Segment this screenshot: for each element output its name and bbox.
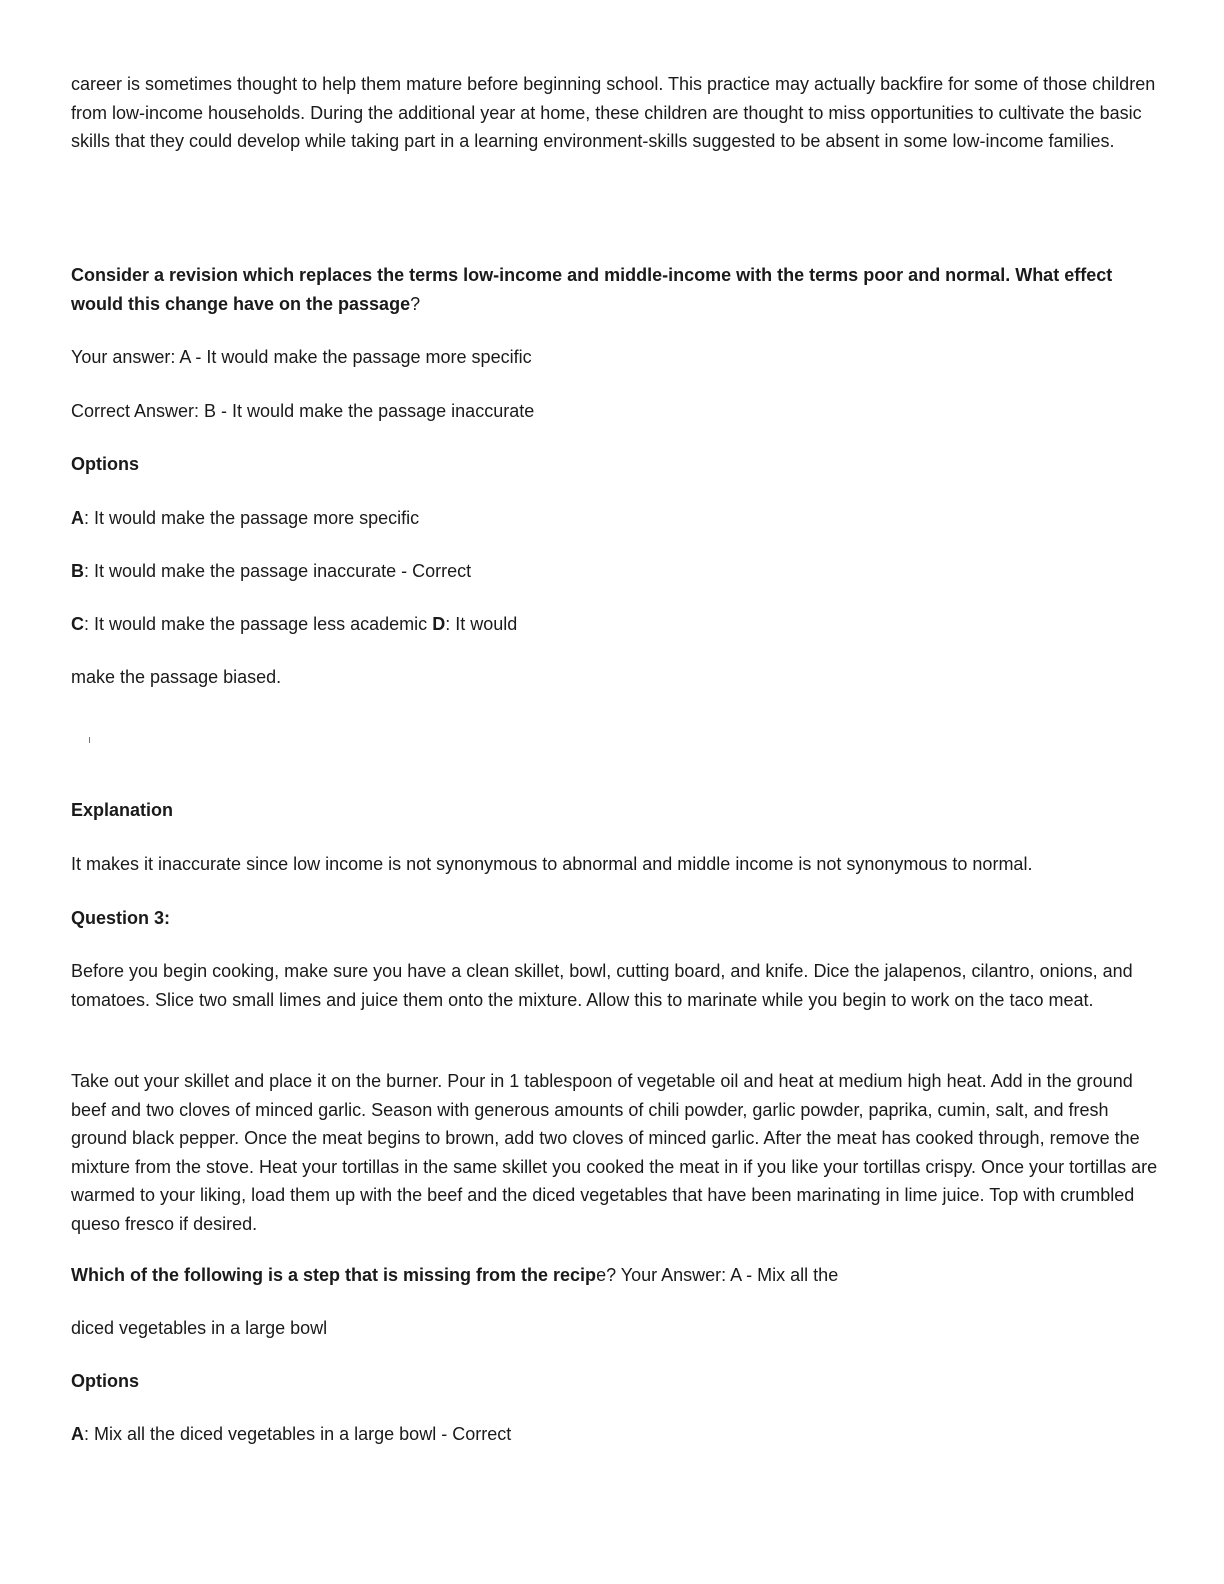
question-3-continuation — [71, 1314, 1161, 1343]
options-heading-q3 — [71, 1367, 1161, 1396]
option-a-q3-text: : Mix all the diced vegetables in a large bowl - Correct — [84, 1424, 512, 1444]
correct-answer-text: Correct Answer: B - It would make the passage inaccurate — [71, 401, 535, 421]
option-b-q2 — [71, 557, 1161, 586]
option-b-text: : It would make the passage inaccurate - Correct — [84, 561, 472, 581]
recipe-paragraph-1-text: Before you begin cooking, make sure you have a clean skillet, bowl, cutting board, and knife. Dice the jalapenos, cilantro, onions, and tomatoes. Slice two small limes and juice them onto the mixture. Allow this to marinate while you begin to work on the taco meat. — [71, 961, 1133, 1010]
option-a-q2 — [71, 504, 1161, 533]
options-heading-q3-text: Options — [71, 1371, 139, 1391]
stray-mark — [89, 737, 90, 743]
correct-answer-line — [71, 397, 1161, 426]
option-a-q3 — [71, 1420, 1161, 1449]
question-2-tail: ? — [410, 293, 421, 314]
option-a-q3-letter: A — [71, 1424, 84, 1444]
your-answer-line — [71, 343, 1161, 372]
question-3-text: Which of the following is a step that is missing from the recip — [71, 1265, 597, 1285]
option-a-letter: A — [71, 508, 84, 528]
explanation-heading-text: Explanation — [71, 800, 174, 820]
question-2-prompt — [71, 261, 1161, 318]
recipe-paragraph-2-text: Take out your skillet and place it on the burner. Pour in 1 tablespoon of vegetable oil and heat at medium high heat. Add in the ground beef and two cloves of minced garlic. Season with generous amounts of chili powder, garlic powder, paprika, cumin, salt, and fresh ground black pepper. Once the meat begins to brown, add two cloves of minced garlic. After the meat has cooked through, remove the mixture from the stove. Heat your tortillas in the same skillet you cooked the meat in if you like your tortillas crispy. Once your tortillas are warmed to your liking, load them up with the beef and the diced vegetables that have been marinating in lime juice. Top with crumbled queso fresco if desired. — [71, 1071, 1158, 1234]
question-3-tail: e? Your Answer: A - Mix all the — [596, 1265, 839, 1285]
options-heading-text: Options — [71, 454, 139, 474]
question-3-heading-text: Question 3: — [71, 908, 171, 928]
intro-paragraph-text: career is sometimes thought to help them mature before beginning school. This practice may actually backfire for some of those children from low-income households. During the additional year at home, these children are thought to miss opportunities to cultivate the basic skills that they could develop while taking part in a learning environment-skills suggested to be absent in some low-income families. — [71, 74, 1156, 151]
option-d-cont-text: make the passage biased. — [71, 667, 282, 687]
explanation-text: It makes it inaccurate since low income is not synonymous to abnormal and middle income is not synonymous to normal. — [71, 854, 1033, 874]
explanation-body — [71, 850, 1161, 879]
option-d-letter: D — [432, 614, 446, 634]
intro-paragraph — [71, 70, 1161, 156]
option-d-continuation — [71, 663, 1161, 692]
option-d-text: : It would — [445, 614, 518, 634]
recipe-paragraph-1 — [71, 957, 1161, 1014]
your-answer-text: Your answer: A - It would make the passage more specific — [71, 347, 532, 367]
recipe-paragraph-2 — [71, 1067, 1161, 1238]
question-3-prompt — [71, 1261, 1161, 1290]
option-c-text: : It would make the passage less academic — [84, 614, 433, 634]
option-c-letter: C — [71, 614, 84, 634]
question-3-cont-text: diced vegetables in a large bowl — [71, 1318, 328, 1338]
question-3-heading — [71, 904, 1161, 933]
question-2-text: Consider a revision which replaces the terms low-income and middle-income with the terms poor and normal. What effect would this change have on the passage — [71, 265, 1113, 314]
explanation-heading — [71, 796, 1161, 825]
option-b-letter: B — [71, 561, 84, 581]
option-a-text: : It would make the passage more specific — [84, 508, 420, 528]
option-c-d-q2 — [71, 610, 1161, 639]
options-heading-q2 — [71, 450, 1161, 479]
